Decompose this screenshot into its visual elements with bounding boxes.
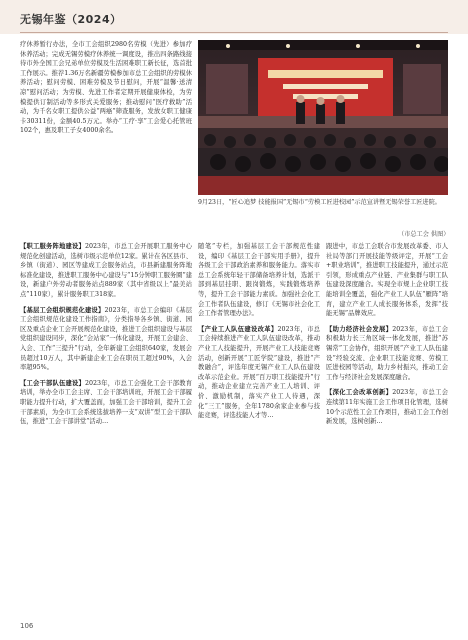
section-body: 跟进中，市总工会联合市发展改革委、市人社局等部门开展技能等级评定，开展“工会+职业培训”，推进职工技能提升，通过示范引领，形成重点产业链、产业集群与职工队伍建设深度融合。实现全市规上企业职工技能培训全覆盖，强化产业工人队伍“雁阵”培育，建立产业工人成长服务体系，发挥“技能无锡”品牌效应。 xyxy=(326,243,448,318)
page-header xyxy=(0,0,468,34)
section-block xyxy=(326,325,448,383)
yearbook-title: 无锡年鉴（2024） xyxy=(20,13,122,26)
section-title: 【基层工会组织规范化建设】 xyxy=(20,306,105,314)
photo-caption: 9月23日，“匠心追梦 技能报国”无锡市“劳模工匠进校园”示范宣讲暨无锡荣誉工匠进院。 xyxy=(198,199,441,206)
section-body: 2023年，市总工会强化工会干部教育培训，举办全市工会主席、工会干部培训班，开展工会干部履职能力提升行动，扩大覆盖面，加强工会干部培训，提升工会干部素质，为全市工会系统选拔培养一支“双讲”型工会干部队伍，推进“工会干部讲堂”活动… xyxy=(20,379,193,426)
section-body: 2023年，市总工会连续第11年实施工会工作项目化管理，选树10个示范性工会工作项目，推动工会工作创新发展，选树创新… xyxy=(326,389,448,426)
left-column-top xyxy=(20,40,192,136)
middle-column xyxy=(198,242,320,427)
section-title: 【深化工会改革创新】 xyxy=(326,389,393,397)
section-block xyxy=(198,242,320,319)
section-title: 【职工服务阵地建设】 xyxy=(20,243,85,250)
section-block xyxy=(198,325,320,421)
section-body: 2023年，市总工会编印《基层工会组织规范化建设工作指南》，分类指导各乡镇、街道、园区及重点企业工会开展规范化建设，推进工会组织建设与基层党组织建设同步，深化“会站家”一体化建设，开展工会建会、入会、工作“三提升”行动，全年新建工会组织640家，发展会员超过10万人，其中新建企业工会在职员工超过90%，入会率超95%。 xyxy=(20,306,192,372)
section-title: 【助力经济社会发展】 xyxy=(326,325,393,333)
paragraph: 疗休养暂行办法，全市工会组织2980名劳模（先进）参加疗休养活动；完成无锡劳模疗休养统一调度设，推出四条路线接待市外全国工会兄弟单位劳模及生活困难职工新长征，选首批工作展示。推荐1.36万名新疆劳模参加市总工会组织的劳模休养活动；慰问劳模、困难劳模及节日慰问，开展“温馨·送清凉”慰问活动；为劳模、先进工作者定期开展健康体检，为劳模提供订制活动等多形式关爱服务；推动慰问“医疗救助”活动，为千名女职工提供公益“两癌”筛查服务，发放女职工健康卡30311份，金额40.5万元。举办“工疗·享”工会爱心托管班102个，惠及职工子女4000余名。 xyxy=(20,41,192,135)
section-body: 2023年，市总工会积极助力长三角区域一体化发展，推进“苏锡常”工会协作，组织开展“产业工人队伍建设”经验交流、企业职工技能竞赛、劳模工匠进校园等活动，助力乡村振兴，推动工会工作与经济社会发展深度融合。 xyxy=(326,325,448,381)
photo-credit: （市总工会 供图） xyxy=(398,231,450,238)
page-number: 106 xyxy=(20,622,34,630)
event-photo xyxy=(198,40,448,195)
right-column xyxy=(326,242,448,433)
stage-photo-illustration xyxy=(198,40,448,195)
header-divider xyxy=(20,32,448,33)
section-block xyxy=(20,379,192,427)
section-block xyxy=(20,306,192,373)
section-body: 2023年，市总工会开展职工服务中心规范化创建活动，选树市级示范单位12家。累计在各区县市、乡镇（街道）、园区等建成工会服务站点，市县新建服务阵地标准化建设，推进职工服务中心建设与“15分钟职工服务圈”建设，新建户外劳动者服务站点889家（其中省级以上“最美站点”110家），累计服务职工318家。 xyxy=(20,243,193,298)
section-body: 2023年，市总工会持续推进产业工人队伍建设改革，推动产业工人技能提升，开展产业工人技能竞赛活动，创新开展“工匠学院”建设，推进“产教融合”，评选年度无锡产业工人队伍建设改革示范企业。开展“百万职工技能提升”行动，推动企业建立完善产业工人培训、评价、激励机制，落实产业工人待遇，深化“三工”服务，全年1780余家企业参与技能竞赛，评选技能人才等… xyxy=(198,325,321,420)
left-column-sections xyxy=(20,242,192,433)
section-block xyxy=(326,242,448,319)
section-body: 随笔”专栏，加强基层工会干部规范性建设，编印《基层工会干部实用手册》，提升各级工会干部政治素养和服务能力。落实市总工会系统年轻干部储备培养计划，选派干部到基层挂职、跟岗锻炼，实践锻炼培养等，提升工会干部能力素质。加强社会化工会工作者队伍建设，修订《无锡市社会化工会工作者管理办法》。 xyxy=(198,243,320,318)
section-title: 【产业工人队伍建设改革】 xyxy=(198,325,278,333)
section-title: 【工会干部队伍建设】 xyxy=(20,379,85,387)
section-block xyxy=(326,388,448,426)
section-block xyxy=(20,242,192,300)
